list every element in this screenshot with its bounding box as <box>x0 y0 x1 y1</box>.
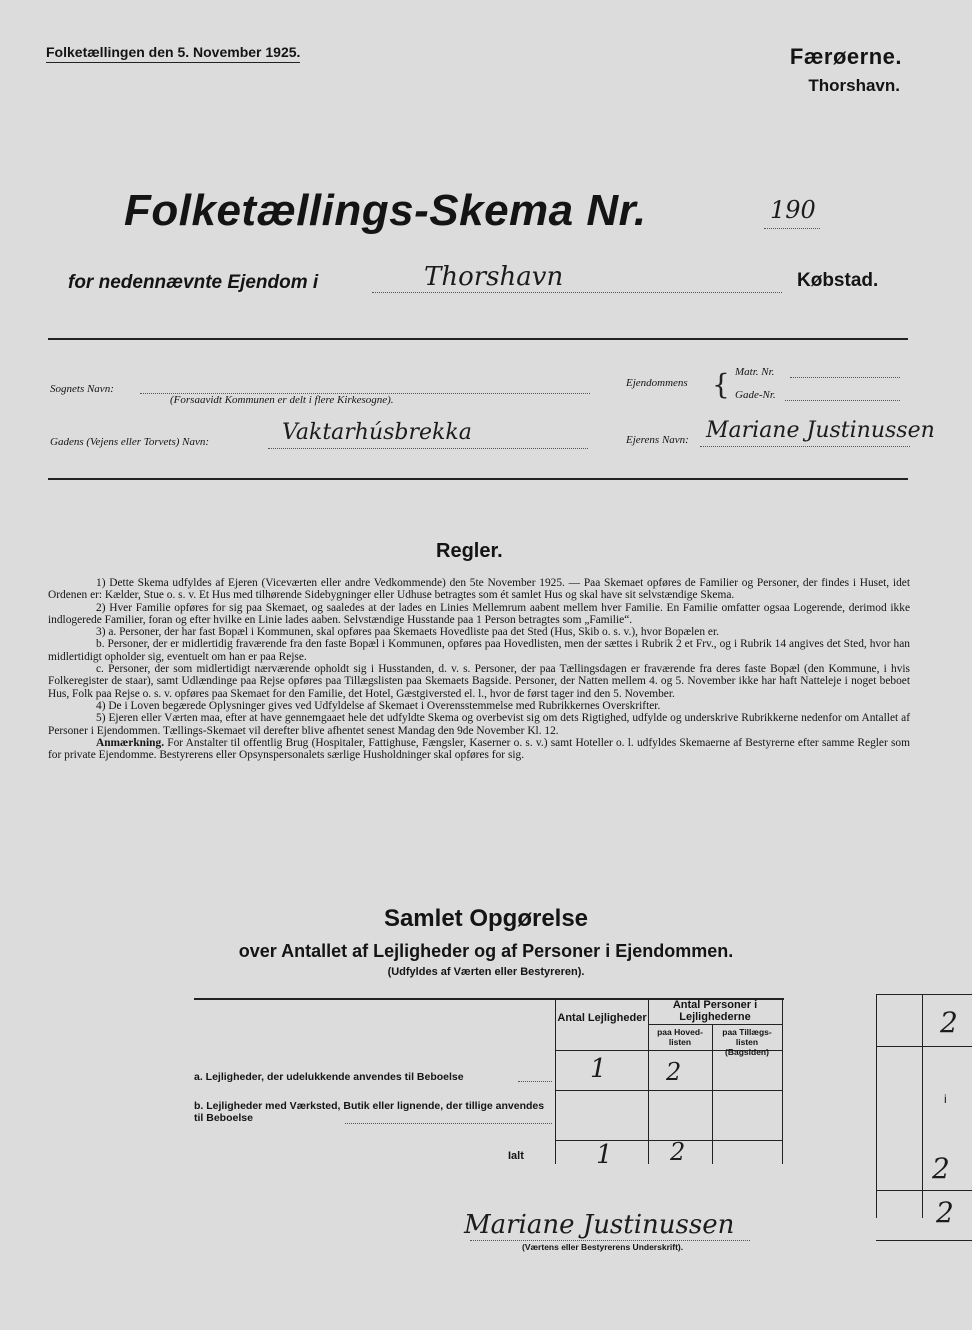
owner-line <box>700 446 910 447</box>
parish-label: Sognets Navn: <box>50 383 114 395</box>
rule-3b: b. Personer, der er midlertidig fraværende fra den faste Bopæl i Kommunen, opføres paa Hovedlisten, men der sættes i Rubrik 2 et Frv., og i Rubrik 14 angives det Sted, hvor han midlertidigt opholder sig, eventuelt om han er paa Rejse. <box>48 638 910 663</box>
row-a-label: a. Lejligheder, der udelukkende anvendes til Beboelse <box>194 1071 464 1083</box>
census-date-header: Folketællingen den 5. November 1925. <box>46 44 300 63</box>
rule-note <box>48 737 910 762</box>
rule-3c: c. Personer, der som midlertidigt nærværende opholdt sig i Husstanden, d. v. s. Personer, der paa Tællingsdagen er fraværende fra deres faste Bopæl (den Kommune, i hvis Folkeregister de staar), samt Udlændinge paa Rejse opføres paa Tillægslisten paa Skemaets Bagside. Personer, der Natten mellem 4. og 5. November ikke har haft Natteleje i noget beboet Hus, Folk paa Rejse o. s. v. opføres paa Skemaet for den Familie, det Hotel, Gæstgiversted el. l., hvor de først tager ind den 5. November. <box>48 663 910 700</box>
row-a-hovedlisten: 2 <box>666 1058 682 1086</box>
table-row-b-bottom <box>555 1140 782 1141</box>
signature-line <box>470 1240 750 1241</box>
rule-5: 5) Ejeren eller Værten maa, efter at have gennemgaaet hele det udfyldte Skema og overbevist sig om dets Rigtighed, udfylde og underskrive Rubrikkerne nedenfor om Antallet af Personer i Ejendommen. Tællings-Skemaet vil derefter blive afhentet senest Mandag den 9de November Kl. 12. <box>48 712 910 737</box>
place-header: Thorshavn. <box>808 76 900 95</box>
brace-icon: { <box>712 368 730 401</box>
rule-1: 1) Dette Skema udfyldes af Ejeren (Viceværten eller andre Vedkommende) den 5te November 1925. — Paa Skemaet opføres de Familier og Personer, der findes i Huset, idet Ordenen er: Kælder, Stue o. s. v. Et Hus med tilhørende Sidebygninger eller Udhuse betragtes som ét samlet Hus og skal have sit selvstændige Skema. <box>48 577 910 602</box>
town-handwritten: Thorshavn <box>424 262 564 292</box>
rules-title: Regler. <box>436 540 503 562</box>
rule-4: 4) De i Loven begærede Oplysninger gives ved Udfyldelse af Skemaet i Overensstemmelse med Rubrikkernes Overskrifter. <box>96 699 661 712</box>
rules-text <box>48 577 910 761</box>
tally-value-3: 2 <box>932 1152 950 1185</box>
tally-top-border <box>876 994 972 995</box>
rule-note-label: Anmærkning. <box>96 736 165 749</box>
table-col-sep-3 <box>712 1024 713 1164</box>
table-subheader-line <box>648 1024 782 1025</box>
tally-bottom-border <box>876 1240 972 1241</box>
parish-note: (Forsaavidt Kommunen er delt i flere Kirkesogne). <box>170 394 394 406</box>
row-b-label: b. Lejligheder med Værksted, Butik eller lignende, der tillige anvendes til Beboelse <box>194 1100 545 1124</box>
tally-line-1 <box>876 1046 972 1047</box>
col-lejligheder-header: Antal Lejligheder <box>557 1012 647 1024</box>
rule-note-text: For Anstalter til offentlig Brug (Hospitaler, Fattighuse, Fængsler, Kaserner o. s. v.) samt Hoteller o. l. udfyldes Skemaerne af Bestyrerne efter samme Regler som for private Ejendomme. Bestyrerens eller Opsynspersonalets særlige Husholdninger skal opføres for sig. <box>48 736 910 762</box>
tally-value-1: 2 <box>940 1006 958 1039</box>
summary-title: Samlet Opgørelse <box>383 905 589 932</box>
col-tillaeg-header: paa Tillægs-listen (Bagsiden) <box>722 1027 772 1057</box>
signature-handwritten: Mariane Justinussen <box>464 1210 735 1240</box>
street-name-handwritten: Vaktarhúsbrekka <box>282 420 472 445</box>
owner-name-handwritten: Mariane Justinussen <box>706 418 935 443</box>
signature-caption: (Værtens eller Bestyrerens Underskrift). <box>522 1242 684 1252</box>
col-personer-header: Antal Personer i Lejlighederne <box>672 999 758 1023</box>
table-col-sep-4 <box>782 998 783 1164</box>
row-b-dots <box>345 1123 552 1124</box>
tally-mid-border <box>922 994 923 1218</box>
divider-fields <box>48 478 908 480</box>
owner-label: Ejerens Navn: <box>626 434 689 446</box>
gade-nr-label: Gade-Nr. <box>735 389 776 401</box>
rule-2: 2) Hver Familie opføres for sig paa Skemaet, og saaledes at der lades en Linies Mellemrum aabent mellem hver Familie. En Familie omfatter ogsaa Logerende, derimod ikke indlogerede Familier, foran og efter hvilke en Linie lades aaben. Selvstændige Husstande paa 1 Person betragtes som „Familie“. <box>48 601 910 626</box>
summary-subtitle: over Antallet af Lejligheder og af Personer i Ejendommen. <box>238 941 734 961</box>
rule-3a: 3) a. Personer, der har fast Bopæl i Kommunen, skal opføres paa Skemaets Hovedliste paa det Sted (Hus, Skib o. s. v.), hvor Bopælen er. <box>96 626 719 639</box>
matr-label: Matr. Nr. <box>735 366 775 378</box>
street-name-label: Gadens (Vejens eller Torvets) Navn: <box>50 436 210 448</box>
tally-line-2 <box>876 1190 972 1191</box>
number-underline <box>764 228 820 229</box>
gade-nr-line <box>785 400 900 401</box>
region-header: Færøerne. <box>789 44 902 69</box>
form-number-handwritten: 190 <box>770 196 816 224</box>
tally-value-4: 2 <box>936 1196 954 1229</box>
tally-value-2: i <box>944 1092 947 1106</box>
matr-line <box>790 377 900 378</box>
row-a-dots <box>518 1081 552 1082</box>
summary-note: (Udfyldes af Værten eller Bestyreren). <box>387 966 585 978</box>
form-title: Folketællings-Skema Nr. <box>124 186 647 235</box>
property-label: for nedennævnte Ejendom i <box>68 272 319 293</box>
col-hovedlisten-header: paa Hoved-listen <box>657 1027 703 1047</box>
ialt-label: Ialt <box>508 1150 524 1162</box>
row-a-lejligheder: 1 <box>590 1054 607 1084</box>
ialt-hovedlisten: 2 <box>670 1138 686 1166</box>
divider-top <box>48 338 908 340</box>
property-numbers-label: Ejendommens <box>626 377 688 389</box>
town-underline <box>372 292 782 293</box>
ialt-lejligheder: 1 <box>596 1140 613 1170</box>
street-line <box>268 448 588 449</box>
table-row-a-bottom <box>555 1090 782 1091</box>
tally-left-border <box>876 994 877 1218</box>
kobstad-label: Købstad. <box>797 270 879 291</box>
